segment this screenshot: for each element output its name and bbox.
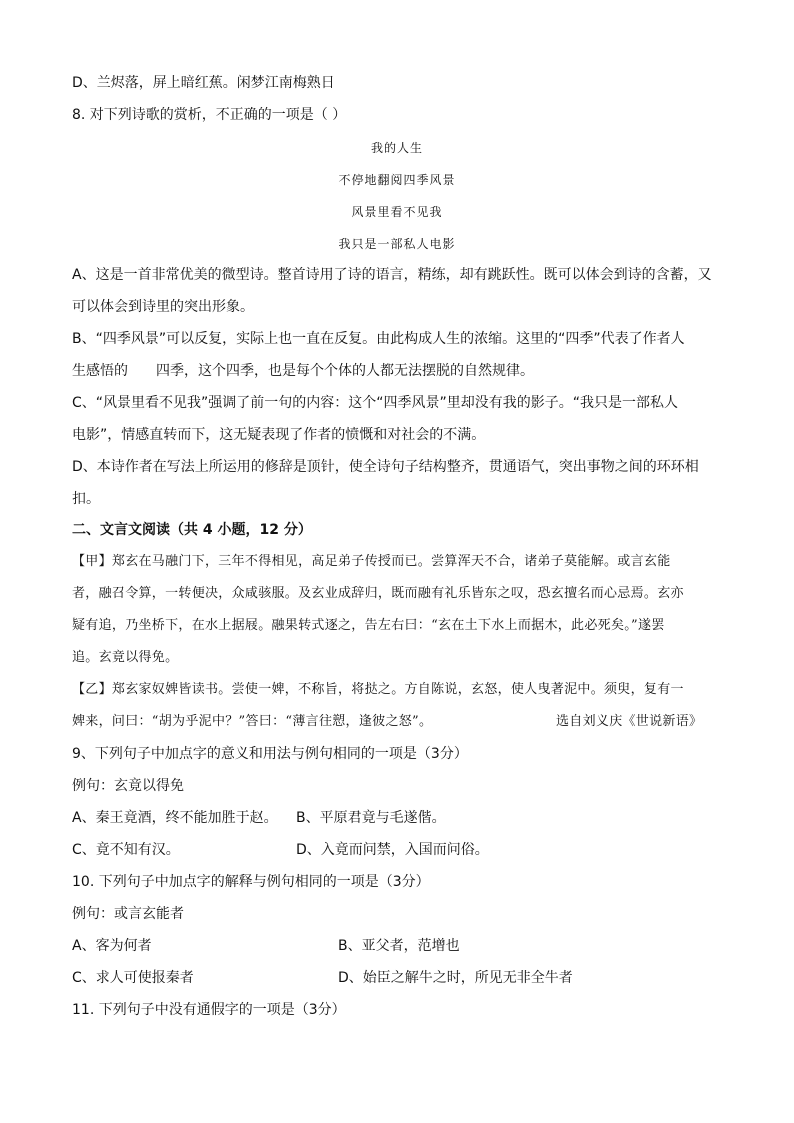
q10-option-d: D、始臣之解牛之时，所见无非全牛者 [338,970,573,986]
q8-stem: 8. 对下列诗歌的赏析，不正确的一项是（ ） [72,107,347,123]
passage-source: 选自刘义庆《世说新语》 [556,714,703,729]
q8-option-b-line-2b: 四季，这个四季，也是每个个体的人都无法摆脱的自然规律。 [156,363,534,379]
q10-option-a: A、客为何者 [72,938,152,954]
q8-option-d-line-2: 扣。 [72,491,100,507]
poem-line-4: 我只是一部私人电影 [338,237,456,251]
q8-option-b-line-1: B、“四季风景”可以反复，实际上也一直在反复。由此构成人生的浓缩。这里的“四季”代表了作者人 [72,331,685,347]
poem-line-2: 不停地翻阅四季风景 [338,173,456,187]
q8-option-b-line-2 [72,362,534,380]
q8-option-d-line-1: D、本诗作者在写法上所运用的修辞是顶针，使全诗句子结构整齐，贯通语气，突出事物之间的环环相 [72,459,699,475]
q9-option-c: C、竟不知有汉。 [72,842,180,858]
passage-jia-line-1: 【甲】郑玄在马融门下，三年不得相见，高足弟子传授而已。尝算浑天不合，诸弟子莫能解。或言玄能 [72,554,671,569]
q10-option-b: B、亚父者，范增也 [338,938,460,954]
q8-option-a-line-1: A、这是一首非常优美的微型诗。整首诗用了诗的语言，精练，却有跳跃性。既可以体会到诗的含蓄，又 [72,267,712,283]
passage-jia-line-4: 追。玄竟以得免。 [72,650,179,665]
section-heading: 二、文言文阅读（共 4 小题，12 分） [72,522,312,538]
poem-line-3: 风景里看不见我 [351,205,443,219]
q11-stem: 11. 下列句子中没有通假字的一项是（3分） [72,1002,346,1018]
q10-option-c: C、求人可使报秦者 [72,970,194,986]
q10-stem: 10. 下列句子中加点字的解释与例句相同的一项是（3分） [72,874,430,890]
q8-option-b-line-2a: 生感悟的 [72,363,128,379]
q8-option-c-line-1: C、“风景里看不见我”强调了前一句的内容：这个“四季风景”里却没有我的影子。“我只是一部私人 [72,395,679,411]
passage-jia-line-3: 疑有追，乃坐桥下，在水上据屐。融果转式逐之，告左右曰：“玄在土下水上而据木，此必死矣。”遂罢 [72,618,665,633]
q9-option-d: D、入竟而问禁，入国而问俗。 [296,842,489,858]
q8-option-c-line-2: 电影”，情感直转而下，这无疑表现了作者的愤慨和对社会的不满。 [72,427,486,443]
passage-yi-line-2: 婢来，问曰：“胡为乎泥中？”答曰：“薄言往愬，逢彼之怒”。 [72,714,433,729]
q9-stem: 9、下列句子中加点字的意义和用法与例句相同的一项是（3分） [72,746,468,762]
q7-option-d: D、兰烬落，屏上暗红蕉。闲梦江南梅熟日 [72,75,335,91]
q9-option-b: B、平原君竟与毛遂偕。 [296,810,446,826]
q8-option-a-line-2: 可以体会到诗里的突出形象。 [72,299,254,315]
q10-example: 例句：或言玄能者 [72,906,184,922]
poem-line-1: 我的人生 [370,141,423,155]
q9-option-a: A、秦王竟酒，终不能加胜于赵。 [72,810,278,826]
passage-yi-line-1: 【乙】郑玄家奴婢皆读书。尝使一婢，不称旨，将挞之。方自陈说，玄怒，使人曳著泥中。须臾，复有一 [72,682,684,697]
q9-example: 例句：玄竟以得免 [72,778,184,794]
passage-jia-line-2: 者，融召令算，一转便决，众咸骇服。及玄业成辞归，既而融有礼乐皆东之叹，恐玄擅名而心忌焉。玄亦 [72,586,684,601]
